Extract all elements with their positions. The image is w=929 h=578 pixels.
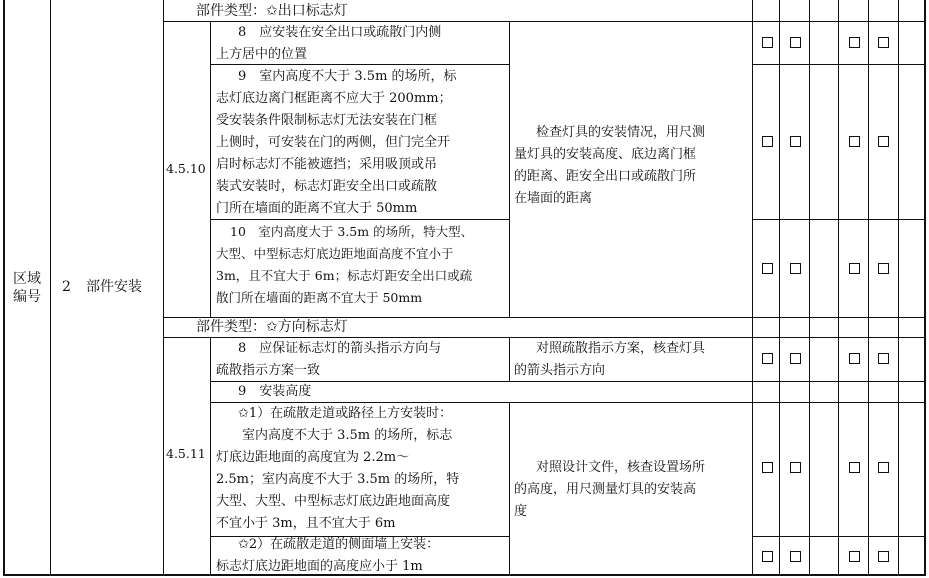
checkbox[interactable] — [790, 462, 801, 473]
col-rule — [210, 21, 211, 317]
checkbox[interactable] — [790, 353, 801, 364]
requirement-10: 10 室内高度大于 3.5m 的场所，特大型、 大型、中型标志灯底边距地面高度不宜小于 3m，且不宜大于 6m；标志灯距安全出口或疏 散门所在墙面的距离不宜大于 50mm — [216, 224, 474, 305]
section-header: 部件类型：✩出口标志灯 — [196, 3, 348, 19]
col-rule — [838, 0, 839, 576]
checkbox[interactable] — [762, 353, 773, 364]
col-rule — [163, 0, 164, 576]
checkbox[interactable] — [790, 37, 801, 48]
requirement-9: 9 室内高度不大于 3.5m 的场所，标 志灯底边离门框距离不应大于 200mm； 受安装条件限制标志灯无法安装在门框 上侧时，可安装在门的两侧，但门完全开 启时标志灯不能被遮挡；采用吸顶或吊 装式安装时，标志灯距安全出口或疏散 门所在墙面的距离不宜大于 50mm — [216, 69, 457, 216]
checkbox[interactable] — [790, 263, 801, 274]
col-rule — [752, 0, 753, 576]
checkbox[interactable] — [849, 353, 860, 364]
check-method: 对照设计文件，核查设置场所 的高度，用尺测量灯具的安装高 度 — [514, 460, 706, 519]
row-rule — [752, 64, 926, 65]
col-rule — [509, 21, 510, 317]
col-rule — [779, 0, 780, 576]
checkbox[interactable] — [849, 37, 860, 48]
row-rule — [163, 317, 926, 318]
row-rule — [752, 536, 926, 537]
col-rule — [50, 0, 51, 576]
requirement-9-title: 9 安装高度 — [238, 384, 312, 399]
checkbox[interactable] — [849, 462, 860, 473]
col-rule — [509, 402, 510, 576]
checkbox[interactable] — [790, 136, 801, 147]
clause-number: 4.5.11 — [166, 446, 206, 461]
checkbox[interactable] — [878, 551, 889, 562]
col-rule — [210, 337, 211, 576]
checkbox[interactable] — [849, 136, 860, 147]
checkbox[interactable] — [878, 136, 889, 147]
check-method: 检查灯具的安装情况，用尺测 量灯具的安装高度、底边离门框 的距离、距安全出口或疏散门所 在墙面的距离 — [514, 125, 706, 206]
checkbox[interactable] — [878, 353, 889, 364]
requirement-8: 8 应保证标志灯的箭头指示方向与 疏散指示方案一致 — [216, 341, 442, 378]
checkbox[interactable] — [878, 462, 889, 473]
requirement-9-1: ✩1）在疏散走道或路径上方安装时： 室内高度不大于 3.5m 的场所，标志 灯底边距地面的高度宜为 2.2m～ 2.5m；室内高度不大于 3.5m 的场所，特 大型、大型、中型标志灯底边距地面高度 不宜小于 3m，且不宜大于 6m — [216, 406, 460, 531]
check-method: 对照疏散指示方案，核查灯具 的箭头指示方向 — [514, 341, 706, 378]
region-label: 区域 编号 — [13, 271, 41, 305]
checkbox[interactable] — [762, 37, 773, 48]
row-rule — [752, 219, 926, 220]
checkbox[interactable] — [849, 551, 860, 562]
col-rule — [868, 0, 869, 576]
requirement-8: 8 应安装在安全出口或疏散门内侧 上方居中的位置 — [216, 25, 442, 62]
section-header: 部件类型：✩方向标志灯 — [196, 319, 348, 335]
checkbox[interactable] — [762, 263, 773, 274]
checkbox[interactable] — [762, 136, 773, 147]
checkbox[interactable] — [790, 551, 801, 562]
col-rule — [898, 0, 899, 576]
checkbox[interactable] — [849, 263, 860, 274]
checkbox[interactable] — [878, 263, 889, 274]
checkbox[interactable] — [762, 462, 773, 473]
clause-number: 4.5.10 — [166, 161, 206, 176]
checkbox[interactable] — [878, 37, 889, 48]
checkbox[interactable] — [762, 551, 773, 562]
col-rule — [809, 0, 810, 576]
col-rule — [509, 337, 510, 381]
requirement-9-2: ✩2）在疏散走道的侧面墙上安装： 标志灯底边距地面的高度应小于 1m — [216, 537, 440, 574]
item-number: 2 — [62, 279, 71, 295]
item-name: 部件安装 — [86, 279, 142, 295]
